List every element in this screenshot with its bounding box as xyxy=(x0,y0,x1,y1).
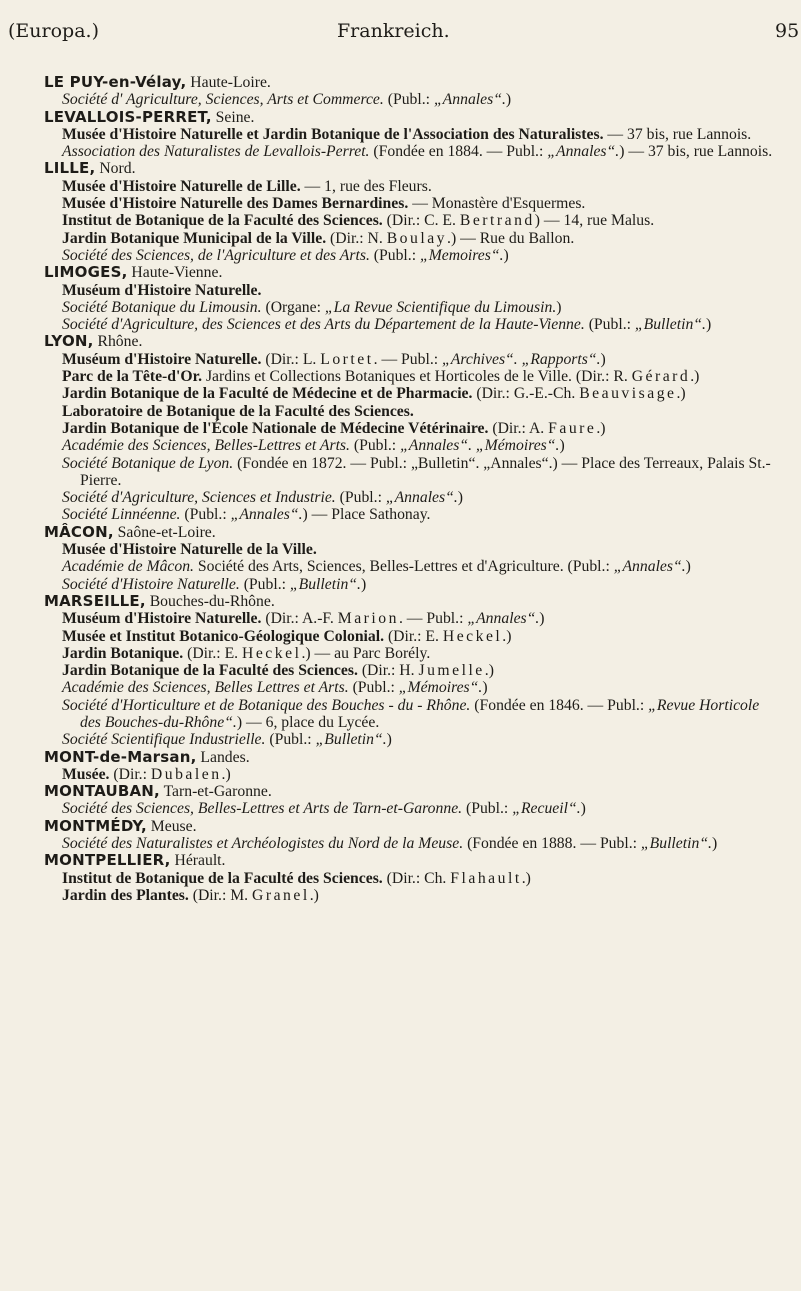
entry-text: „Bulletin“. xyxy=(640,835,712,853)
institution-entry xyxy=(62,489,782,506)
entry-text: (Dir.: G.-E.-Ch. xyxy=(472,385,580,403)
entry-text: Institut de Botanique de la Faculté des Sciences. xyxy=(62,869,383,887)
entry-text: Granel xyxy=(252,886,310,904)
entry-text: Société des Arts, Sciences, Belles-Lettres et d'Agriculture. (Publ.: xyxy=(193,558,614,576)
entry-text: Lortet xyxy=(320,350,374,368)
entry-text: Gérard xyxy=(631,368,691,386)
entry-text: Muséum d'Histoire Naturelle. xyxy=(62,350,262,368)
city-heading xyxy=(44,783,782,800)
institution-entry xyxy=(62,195,782,212)
institution-entry xyxy=(62,541,782,558)
institution-entry xyxy=(62,385,782,402)
entry-text: Beauvisage xyxy=(579,385,677,403)
entry-text: ) xyxy=(482,679,488,697)
entry-text: (Organe: xyxy=(261,298,325,316)
city-region: Bouches-du-Rhône. xyxy=(149,592,275,610)
entry-text: (Dir.: xyxy=(109,765,151,783)
institution-entry xyxy=(62,247,782,264)
entry-text: Muséum d'Histoire Naturelle. xyxy=(62,281,262,299)
entry-text: „Mémoires“. xyxy=(398,679,483,697)
institution-entry xyxy=(62,420,782,437)
entry-text: Société d'Histoire Naturelle. xyxy=(62,575,240,593)
entry-text: Société d'Agriculture, Sciences et Industrie. xyxy=(62,489,336,507)
entry-text: Jardin Botanique. xyxy=(62,644,184,662)
institution-entry xyxy=(62,178,782,195)
entry-text: „Revue Horticole des Bouches-du-Rhône“. xyxy=(80,696,760,731)
entry-text: (Dir.: C. E. xyxy=(382,212,460,230)
entry-text: „Bulletin“. xyxy=(315,731,387,749)
institution-entry xyxy=(62,870,782,887)
entry-text: (Fondée en 1846. — Publ.: xyxy=(470,696,649,714)
city-heading xyxy=(44,109,782,126)
entry-text: Société des Sciences, de l'Agriculture et des Arts. xyxy=(62,246,370,264)
entry-text: Dubalen xyxy=(150,765,222,783)
page-number: 95 xyxy=(775,20,800,42)
entry-text: .) xyxy=(221,765,231,783)
entry-text: ) xyxy=(360,575,367,593)
entry-text: ) xyxy=(556,298,562,316)
entry-text: „Recueil“. xyxy=(512,800,581,818)
city-heading xyxy=(44,333,782,350)
city-region: Seine. xyxy=(215,108,255,126)
city-region: Haute-Loire. xyxy=(190,74,271,91)
entry-text: ) — Place Sathonay. xyxy=(302,506,431,524)
city-region: Hérault. xyxy=(174,852,226,870)
city-name: MONTMÉDY, xyxy=(44,816,147,835)
entry-text: (Dir.: E. xyxy=(183,644,243,662)
entry-text: ) xyxy=(711,835,718,853)
entry-text: ) xyxy=(503,246,509,264)
entry-text: „Annales“. xyxy=(467,610,540,628)
entry-text: .) — au Parc Borély. xyxy=(301,644,431,662)
entry-text: Musée et Institut Botanico-Géologique Colonial. xyxy=(62,627,385,645)
entry-text: Société des Sciences, Belles-Lettres et Arts de Tarn-et-Garonne. xyxy=(62,800,463,818)
institution-entry xyxy=(62,455,782,490)
institution-entry xyxy=(62,576,782,593)
entry-text: (Fondée en 1884. — Publ.: xyxy=(369,143,548,161)
entry-text: (Dir.: N. xyxy=(326,229,387,247)
entry-text: (Publ.: xyxy=(239,575,290,593)
entry-text: .) — Rue du Ballon. xyxy=(447,229,575,247)
entry-text: (Publ.: xyxy=(383,91,434,109)
city-heading xyxy=(44,818,782,835)
institution-entry xyxy=(62,403,782,420)
city-heading xyxy=(44,524,782,541)
entry-text: — Monastère d'Esquermes. xyxy=(408,195,586,213)
running-header xyxy=(0,20,801,60)
entry-text: ) xyxy=(505,91,512,109)
entry-text: Société Scientifique Industrielle. xyxy=(62,731,266,749)
entry-text: Académie de Mâcon. xyxy=(62,558,194,576)
entry-text: „Archives“. „Rapports“. xyxy=(442,350,601,368)
entry-text: Jardin Botanique de la Faculté des Sciences. xyxy=(62,662,358,680)
entry-text: (Dir.: L. xyxy=(261,350,321,368)
city-name: LILLE, xyxy=(44,159,96,178)
institution-entry xyxy=(62,91,782,108)
entry-text: ) xyxy=(600,350,606,368)
city-name: LIMOGES, xyxy=(44,263,128,282)
city-region: Saône-et-Loire. xyxy=(117,523,216,541)
institution-entry xyxy=(62,697,782,732)
entry-text: ) xyxy=(386,731,392,749)
entry-text: Jardin des Plantes. xyxy=(62,886,189,904)
entry-text: „Annales“. xyxy=(613,558,686,576)
entry-text: (Fondée en 1872. — Publ.: „Bulletin“. „Annales“.) — Place des Terreaux, Palais St.-Pierre. xyxy=(80,454,771,489)
city-heading xyxy=(44,160,782,177)
city-region: Nord. xyxy=(99,160,136,178)
directory-body xyxy=(44,74,782,904)
institution-entry xyxy=(62,835,782,852)
entry-text: (Publ.: xyxy=(369,246,420,264)
institution-entry xyxy=(62,282,782,299)
entry-text: .) xyxy=(484,662,494,680)
entry-text: Jardins et Collections Botaniques et Horticoles de le Ville. (Dir.: R. xyxy=(202,368,632,386)
entry-text: Société d'Agriculture, des Sciences et des Arts du Département de la Haute-Vienne. xyxy=(62,316,585,334)
entry-text: (Fondée en 1888. — Publ.: xyxy=(463,835,641,853)
city-name: MONTAUBAN, xyxy=(44,782,160,801)
entry-text: Académie des Sciences, Belles-Lettres et Arts. xyxy=(62,437,350,455)
entry-text: Musée d'Histoire Naturelle des Dames Bernardines. xyxy=(62,195,409,213)
entry-text: Jardin Botanique de l'École Nationale de Médecine Vétérinaire. xyxy=(62,419,489,437)
institution-entry xyxy=(62,662,782,679)
entry-text: Jumelle xyxy=(418,662,485,680)
city-heading xyxy=(44,74,782,91)
header-country: Frankreich. xyxy=(337,20,450,42)
entry-text: Laboratoire de Botanique de la Faculté des Sciences. xyxy=(62,402,414,420)
entry-text: Société des Naturalistes et Archéologistes du Nord de la Meuse. xyxy=(62,835,464,853)
institution-entry xyxy=(62,299,782,316)
entry-text: Musée. xyxy=(62,765,110,783)
city-region: Tarn-et-Garonne. xyxy=(163,783,272,801)
entry-text: (Publ.: xyxy=(584,316,635,334)
city-region: Meuse. xyxy=(150,817,197,835)
entry-text: (Publ.: xyxy=(265,731,316,749)
entry-text: ) — 14, rue Malus. xyxy=(534,212,655,230)
entry-text: Boulay xyxy=(386,229,448,247)
entry-text: Marion xyxy=(337,610,399,628)
entry-text: (Dir.: Ch. xyxy=(382,869,451,887)
entry-text: (Publ.: xyxy=(349,437,401,455)
institution-entry xyxy=(62,126,782,143)
entry-text: Association des Naturalistes de Levallois-Perret. xyxy=(62,143,370,161)
city-region: Rhône. xyxy=(97,333,143,351)
entry-text: ) xyxy=(539,610,545,628)
entry-text: Société Botanique de Lyon. xyxy=(62,454,234,472)
entry-text: Heckel xyxy=(242,644,302,662)
entry-text: Muséum d'Histoire Naturelle. xyxy=(62,610,262,628)
city-heading xyxy=(44,852,782,869)
city-heading xyxy=(44,749,782,766)
entry-text: .) xyxy=(596,419,606,437)
entry-text: (Dir.: M. xyxy=(188,886,253,904)
entry-text: „Annales“. xyxy=(385,489,458,507)
entry-text: — 37 bis, rue Lannois. xyxy=(603,125,752,143)
entry-text: .) xyxy=(690,368,700,386)
entry-text: (Publ.: xyxy=(462,800,513,818)
entry-text: Société d'Horticulture et de Botanique des Bouches - du - Rhône. xyxy=(62,696,471,714)
entry-text: ) — 6, place du Lycée. xyxy=(236,713,380,731)
entry-text: .) xyxy=(309,886,319,904)
entry-text: (Publ.: xyxy=(335,489,386,507)
entry-text: „Annales“. xyxy=(547,143,620,161)
institution-entry xyxy=(62,610,782,627)
entry-text: ) — 37 bis, rue Lannois. xyxy=(619,143,773,161)
institution-entry xyxy=(62,230,782,247)
entry-text: Institut de Botanique de la Faculté des Sciences. xyxy=(62,212,383,230)
entry-text: „Annales“. xyxy=(433,91,506,109)
entry-text: Jardin Botanique Municipal de la Ville. xyxy=(62,229,327,247)
entry-text: „Bulletin“. xyxy=(289,575,361,593)
entry-text: ) xyxy=(685,558,691,576)
entry-text: Musée d'Histoire Naturelle de Lille. xyxy=(62,177,301,195)
entry-text: Flahault xyxy=(450,869,522,887)
institution-entry xyxy=(62,368,782,385)
entry-text: . — Publ.: xyxy=(398,610,468,628)
entry-text: Faure xyxy=(548,419,597,437)
institution-entry xyxy=(62,437,782,454)
entry-text: .) xyxy=(521,869,531,887)
entry-text: Jardin Botanique de la Faculté de Médecine et de Pharmacie. xyxy=(62,385,473,403)
entry-text: (Dir.: A.-F. xyxy=(261,610,338,628)
entry-text: Heckel xyxy=(442,627,503,645)
entry-text: (Dir.: H. xyxy=(357,662,419,680)
entry-text: Musée d'Histoire Naturelle et Jardin Botanique de l'Association des Naturalistes. xyxy=(62,125,604,143)
entry-text: „Bulletin“. xyxy=(634,316,706,334)
city-name: LE PUY-en-Vélay, xyxy=(44,73,187,91)
header-region: (Europa.) xyxy=(8,20,99,42)
city-region: Haute-Vienne. xyxy=(131,264,223,282)
entry-text: „Memoires“. xyxy=(420,246,504,264)
institution-entry xyxy=(62,645,782,662)
city-heading xyxy=(44,593,782,610)
entry-text: „La Revue Scientifique du Limousin. xyxy=(324,298,557,316)
entry-text: (Publ.: xyxy=(348,679,399,697)
institution-entry xyxy=(62,143,782,160)
entry-text: .) xyxy=(502,627,512,645)
entry-text: .) xyxy=(676,385,686,403)
entry-text: Académie des Sciences, Belles Lettres et Arts. xyxy=(62,679,349,697)
institution-entry xyxy=(62,558,782,575)
institution-entry xyxy=(62,887,782,904)
city-name: LYON, xyxy=(44,332,94,351)
entry-text: Bertrand xyxy=(459,212,535,230)
institution-entry xyxy=(62,731,782,748)
institution-entry xyxy=(62,800,782,817)
entry-text: Société Botanique du Limousin. xyxy=(62,298,262,316)
entry-text: ) xyxy=(580,800,586,818)
institution-entry xyxy=(62,679,782,696)
entry-text: ) xyxy=(705,316,712,334)
city-name: MÂCON, xyxy=(44,522,114,541)
entry-text: (Dir.: E. xyxy=(384,627,443,645)
entry-text: Société Linnéenne. xyxy=(62,506,181,524)
entry-text: (Dir.: A. xyxy=(488,419,549,437)
city-name: LEVALLOIS-PERRET, xyxy=(44,107,212,126)
entry-text: „Annales“. „Mémoires“. xyxy=(400,437,560,455)
entry-text: ) xyxy=(559,437,565,455)
institution-entry xyxy=(62,212,782,229)
entry-text: (Publ.: xyxy=(180,506,231,524)
institution-entry xyxy=(62,316,782,333)
institution-entry xyxy=(62,351,782,368)
entry-text: „Annales“. xyxy=(230,506,303,524)
city-name: MONTPELLIER, xyxy=(44,851,171,870)
institution-entry xyxy=(62,766,782,783)
city-heading xyxy=(44,264,782,281)
entry-text: Musée d'Histoire Naturelle de la Ville. xyxy=(62,541,317,559)
entry-text: — 1, rue des Fleurs. xyxy=(300,177,432,195)
city-name: MARSEILLE, xyxy=(44,591,146,610)
entry-text: Société d' Agriculture, Sciences, Arts et Commerce. xyxy=(62,91,384,109)
institution-entry xyxy=(62,506,782,523)
city-region: Landes. xyxy=(200,748,250,766)
city-name: MONT-de-Marsan, xyxy=(44,747,197,766)
institution-entry xyxy=(62,628,782,645)
entry-text: ) xyxy=(457,489,464,507)
entry-text: Parc de la Tête-d'Or. xyxy=(62,368,203,386)
entry-text: . — Publ.: xyxy=(373,350,443,368)
